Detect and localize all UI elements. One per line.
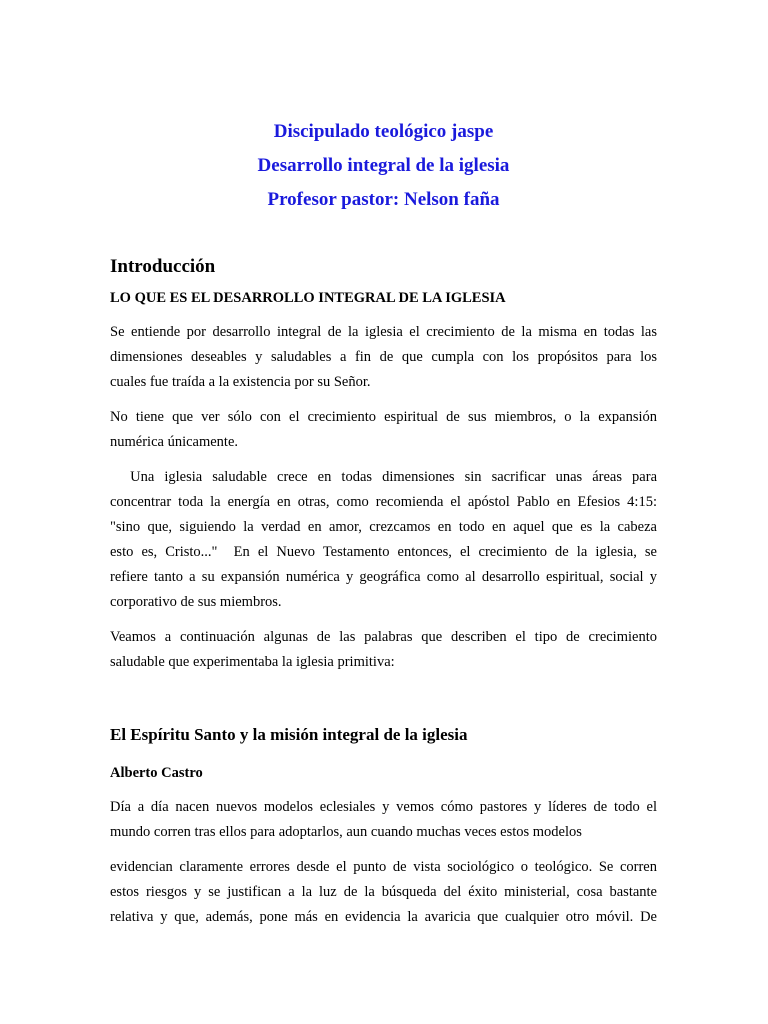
text-line: "sino que, siguiendo la verdad en amor, crezcamos en todo en aquel que es la cabeza	[110, 519, 657, 535]
text-line: No tiene que ver sólo con el crecimiento espiritual de sus miembros, o la expansión	[110, 409, 657, 425]
intro-heading: Introducción	[110, 256, 216, 277]
intro-paragraph-2	[110, 405, 657, 455]
text-line: Veamos a continuación algunas de las palabras que describen el tipo de crecimiento	[110, 629, 657, 645]
intro-subheading: LO QUE ES EL DESARROLLO INTEGRAL DE LA IGLESIA	[110, 290, 506, 306]
text-line: Día a día nacen nuevos modelos eclesiales y vemos cómo pastores y líderes de todo el	[110, 799, 657, 815]
text-line: estos riesgos y se justifican a la luz de la búsqueda del éxito ministerial, cosa bastante	[110, 884, 657, 900]
text-line: refiere tanto a su expansión numérica y geográfica como al desarrollo espiritual, social y	[110, 569, 657, 585]
text-line: saludable que experimentaba la iglesia primitiva:	[110, 654, 395, 670]
text-line: mundo corren tras ellos para adoptarlos, aun cuando muchas veces estos modelos	[110, 824, 582, 840]
text-line: dimensiones deseables y saludables a fin de que cumpla con los propósitos para los	[110, 349, 657, 365]
text-line: corporativo de sus miembros.	[110, 594, 282, 610]
text-line: concentrar toda la energía en otras, como recomienda el apóstol Pablo en Efesios 4:15:	[110, 494, 657, 510]
text-line: cuales fue traída a la existencia por su Señor.	[110, 374, 371, 390]
section-heading: El Espíritu Santo y la misión integral de la iglesia	[110, 725, 468, 744]
section-paragraph-2	[110, 855, 657, 930]
intro-paragraph-1	[110, 320, 657, 395]
section-paragraph-1	[110, 795, 657, 845]
author-name: Alberto Castro	[110, 765, 203, 781]
text-line: Se entiende por desarrollo integral de la iglesia el crecimiento de la misma en todas las	[110, 324, 657, 340]
text-line: numérica únicamente.	[110, 434, 239, 450]
text-line: esto es, Cristo..." En el Nuevo Testamento entonces, el crecimiento de la iglesia, se	[110, 544, 657, 560]
text-line: Una iglesia saludable crece en todas dimensiones sin sacrificar unas áreas para	[110, 469, 657, 485]
text-line: relativa y que, además, pone más en evidencia la avaricia que cualquier otro móvil. De	[110, 909, 657, 925]
professor-line: Profesor pastor: Nelson faña	[267, 189, 500, 210]
course-subtitle: Desarrollo integral de la iglesia	[257, 155, 510, 176]
intro-paragraph-3	[110, 465, 657, 615]
text-line: evidencian claramente errores desde el punto de vista sociológico o teológico. Se corren	[110, 859, 657, 875]
course-title: Discipulado teológico jaspe	[273, 121, 494, 142]
intro-paragraph-4	[110, 625, 657, 675]
